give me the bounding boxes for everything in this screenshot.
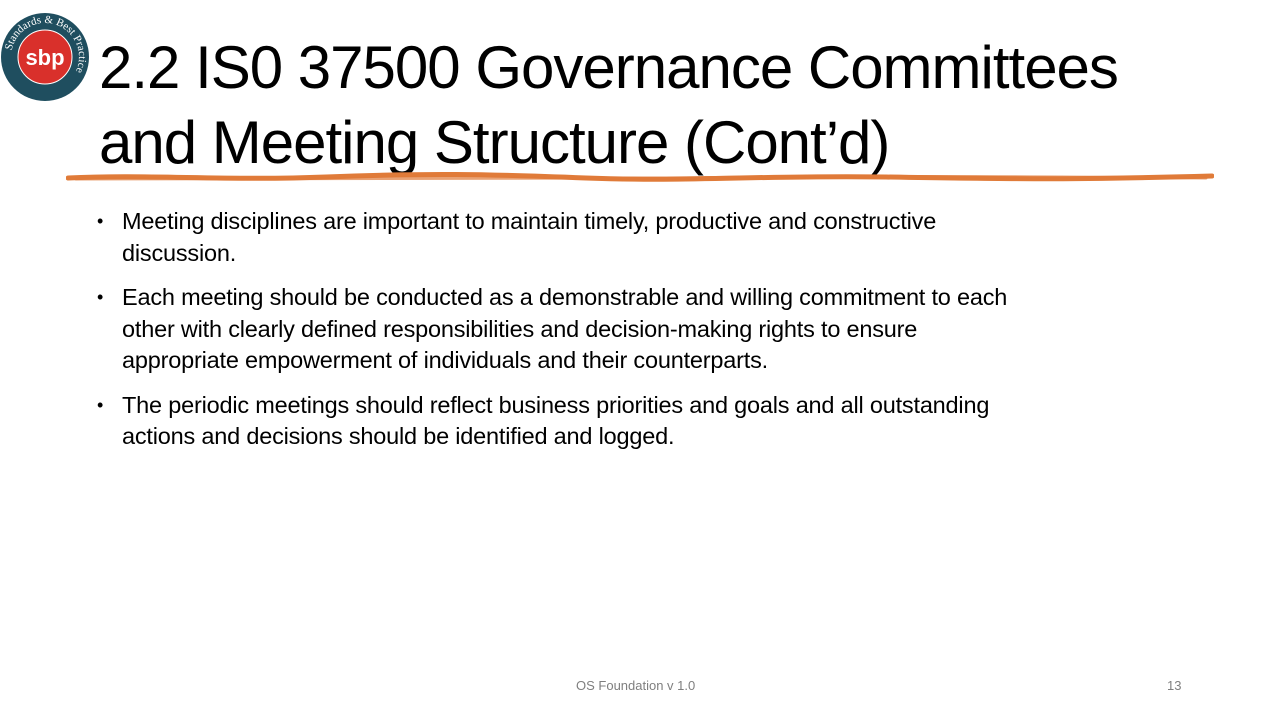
slide-number: 13 bbox=[1167, 678, 1182, 693]
bullet-text-line: appropriate empowerment of individuals and their counterparts. bbox=[122, 347, 768, 373]
bullet-dot-icon: • bbox=[97, 394, 104, 415]
bullet-text-line: actions and decisions should be identified and logged. bbox=[122, 423, 675, 449]
slide-title bbox=[99, 30, 1259, 180]
bullet-text-line: Meeting disciplines are important to maintain timely, productive and constructive bbox=[122, 208, 937, 234]
bullet-item bbox=[97, 390, 1197, 453]
logo-ring-text: Standards & Best Practice bbox=[2, 13, 89, 75]
bullet-text-line: discussion. bbox=[122, 239, 237, 266]
title-underline-divider bbox=[66, 168, 1214, 186]
bullet-text-line: Each meeting should be conducted as a demonstrable and willing commitment to each bbox=[122, 284, 1008, 310]
bullet-list bbox=[97, 206, 1197, 466]
bullet-dot-icon: • bbox=[97, 211, 104, 231]
title-line-1: 2.2 IS0 37500 Governance Committees bbox=[99, 34, 1118, 101]
logo-center-text: sbp bbox=[25, 45, 65, 70]
bullet-dot-icon: • bbox=[97, 287, 104, 307]
bullet-text-line: The periodic meetings should reflect business priorities and goals and all outstanding bbox=[122, 391, 990, 418]
bullet-item bbox=[97, 282, 1197, 377]
bullet-text-line: other with clearly defined responsibilities and decision-making rights to ensure bbox=[122, 315, 918, 342]
sbp-logo-icon bbox=[0, 12, 90, 102]
title-line-2: and Meeting Structure (Cont’d) bbox=[99, 109, 890, 176]
bullet-item bbox=[97, 206, 1197, 269]
footer-text: OS Foundation v 1.0 bbox=[576, 678, 696, 693]
